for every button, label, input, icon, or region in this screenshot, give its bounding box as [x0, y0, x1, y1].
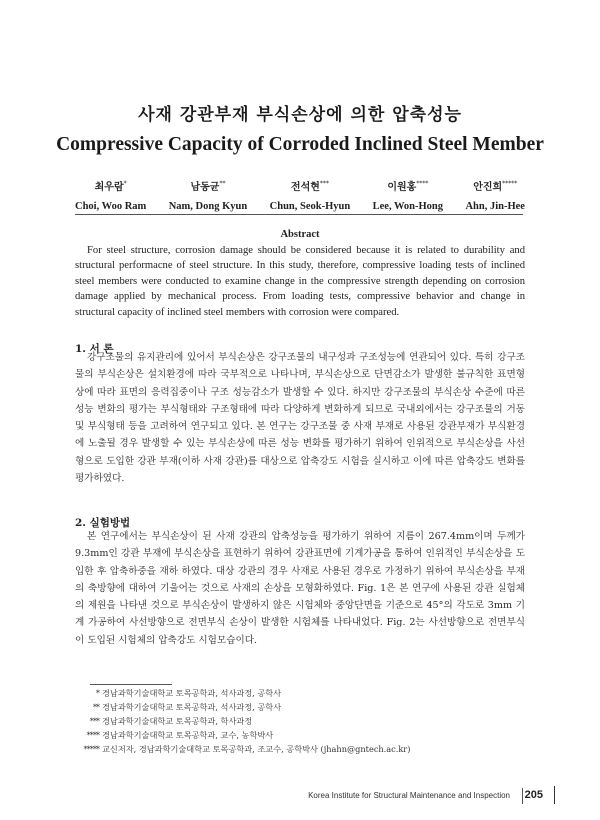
author-name-english: Chun, Seok-Hyun	[269, 201, 351, 212]
footnote	[75, 700, 410, 714]
footnote-mark: **	[92, 702, 99, 713]
footnote-text: 경남과학기술대학교 토목공학과, 석사과정, 공학사	[102, 702, 282, 713]
author-list	[75, 178, 525, 212]
author-name-english: Lee, Won-Hong	[372, 201, 444, 212]
footnote-text: 경남과학기술대학교 토목공학과, 학사과정	[102, 716, 253, 727]
footnote-text: 경남과학기술대학교 토목공학과, 교수, 농학박사	[102, 730, 274, 741]
author-name-english: Choi, Woo Ram	[75, 201, 147, 212]
page-number-bar	[554, 786, 555, 804]
author-name-korean: 안진희	[473, 182, 503, 193]
footnote-mark: *	[95, 688, 99, 698]
journal-name: Korea Institute for Structural Maintenance and Inspection	[308, 791, 510, 800]
section-heading-introduction: 1. 서 론	[75, 343, 114, 355]
author-name-korean: 남동균	[190, 182, 220, 193]
author	[75, 178, 146, 212]
header-divider	[75, 214, 523, 215]
footnote-mark: ***	[89, 716, 99, 727]
footnote-mark: ****	[86, 730, 99, 741]
page-footer	[0, 786, 600, 806]
page-number: 205	[524, 789, 543, 801]
author-affiliation-mark: ****	[416, 180, 429, 188]
author	[373, 178, 443, 212]
footnote	[75, 728, 410, 742]
author	[465, 178, 525, 212]
author-name-english: Nam, Dong Kyun	[168, 201, 248, 212]
author-name-korean: 이원홍	[387, 182, 417, 193]
section-body-introduction: 강구조물의 유지관리에 있어서 부식손상은 강구조물의 내구성과 구조성능에 연관되어 있다. 특히 강구조물의 부식손상은 설치환경에 따라 국부적으로 나타나며, 부식손상으로 단면감소가 발생한 불규칙한 표면형상에 따라 표면의 응력집중이나 구조 성능감소가 발생할 수 있다. 하지만 강구조물의 부식손상 수준에 따른 성능 변화의 평가는 부식형태와 구조형태에 따라 다양하게 변화하게 되므로 국내외에서는 강구조물의 거동 및 부식형태 등을 고려하여 연구되고 있다. 본 연구는 강구조물 중 사재 부재로 사용된 강관부재가 부식환경에 노출될 경우 발생할 수 있는 부식손상에 따른 성능 변화를 평가하기 위하여 인위적으로 부식손상을 사선형으로 도입한 강관 부재(이하 사재 강관)를 대상으로 압축강도 시험을 실시하고 이에 따른 압축강도 변화를 평가하였다.	[75, 352, 525, 485]
footnote	[75, 714, 410, 728]
author-name-korean: 최우람	[94, 182, 124, 193]
author-affiliation-mark: *****	[502, 180, 518, 188]
section-body-method: 본 연구에서는 부식손상이 된 사재 강관의 압축성능을 평가하기 위하여 지름이 267.4mm이며 두께가 9.3mm인 강관 부재에 부식손상을 표현하기 위하여 강관표면에 기계가공을 통하여 인위적인 부식손상을 도입한 후 압축하중을 재하 하였다. 대상 강관의 경우 사재로 사용된 경우로 가정하기 위하여 부식손상을 부재의 축방향에 대하여 기울어는 것으로 사재의 손상을 모형화하였다. Fig. 1은 본 연구에 사용된 강관 실험체의 제원을 나타낸 것으로 부식손상이 발생하지 않은 시험체와 중앙단면을 기준으로 45°의 각도로 3mm 기계 가공하여 사선방향으로 전면부식 손상이 발생한 시험체를 나타내었다. Fig. 2는 사선방향으로 전면부식이 도입된 시험체의 압축강도 시험모습이다.	[75, 531, 525, 646]
paper-title-english: Compressive Capacity of Corroded Inclined Steel Member	[56, 134, 544, 155]
abstract-heading: Abstract	[280, 229, 320, 240]
author-name-korean: 전석현	[290, 182, 320, 193]
author	[270, 178, 351, 212]
section-heading-method: 2. 실험방법	[75, 517, 131, 529]
footnote-text: 교신저자, 경남과학기술대학교 토목공학과, 조교수, 공학박사 (jhahn@gntech.ac.kr)	[102, 744, 411, 755]
author-affiliation-mark: ***	[319, 180, 329, 188]
footnote-list	[75, 686, 410, 756]
abstract-body: For steel structure, corrosion damage should be considered because it is related to durability and structural performacne of steel structure. In this study, therefore, compressive loading tests of inclined steel members were conducted to examine change in the compressive strength depending on corrosion damage applied by mechanical process. From loading tests, compressive behavior and change in structural capacity of inclined steel members with corrosion were compared.	[75, 245, 525, 318]
author-name-english: Ahn, Jin-Hee	[465, 201, 525, 212]
paper-title-korean: 사재 강관부재 부식손상에 의한 압축성능	[138, 105, 462, 125]
author	[169, 178, 247, 212]
footnote-mark: *****	[83, 744, 99, 755]
footnote	[75, 742, 410, 756]
footer-separator	[522, 788, 523, 804]
author-affiliation-mark: *	[123, 180, 127, 188]
author-affiliation-mark: **	[219, 180, 226, 188]
footnote-divider	[90, 684, 172, 685]
footnote	[75, 686, 410, 700]
footnote-text: 경남과학기술대학교 토목공학과, 석사과정, 공학사	[102, 688, 282, 698]
